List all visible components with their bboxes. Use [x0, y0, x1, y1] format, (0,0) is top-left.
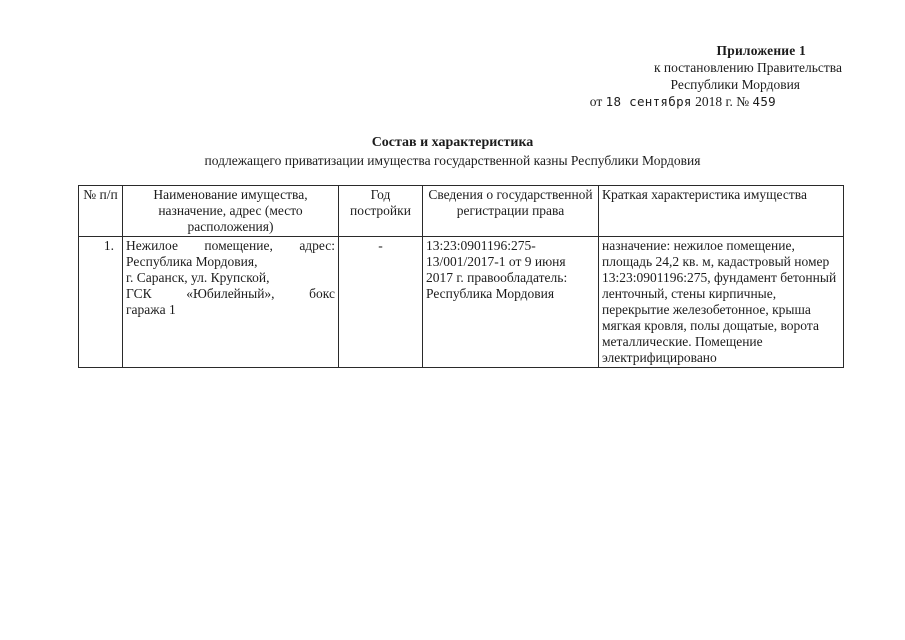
- property-table: [78, 185, 844, 368]
- appendix-resolution-line: к постановлению Правительства: [653, 60, 842, 75]
- table-header-row: [79, 186, 844, 237]
- document-subtitle: подлежащего приватизации имущества государственной казны Республики Мордовия: [204, 153, 701, 168]
- date-suffix: 2018 г. №: [695, 94, 750, 109]
- cell-year: -: [339, 237, 423, 368]
- name-line: г. Саранск, ул. Крупской,: [126, 270, 270, 285]
- resolution-number: 459: [752, 94, 776, 109]
- appendix-title: Приложение 1: [716, 43, 806, 58]
- name-line: ГСК «Юбилейный», бокс: [126, 286, 335, 301]
- date-prefix: от: [589, 94, 603, 109]
- header-year: Год постройки: [339, 186, 423, 237]
- cell-registration: 13:23:0901196:275-13/001/2017-1 от 9 июня 2017 г. правообладатель: Республика Мордовия: [423, 237, 599, 368]
- date-handwritten: 18 сентября: [605, 94, 692, 109]
- cell-name: [123, 237, 339, 368]
- header-name: Наименование имущества, назначение, адрес (место расположения): [123, 186, 339, 237]
- name-line: Нежилое помещение, адрес:: [126, 238, 335, 253]
- appendix-republic-line: Республики Мордовия: [670, 77, 800, 92]
- header-registration: Сведения о государственной регистрации права: [423, 186, 599, 237]
- cell-num: 1.: [79, 237, 123, 368]
- table-row: [79, 237, 844, 368]
- cell-description: назначение: нежилое помещение, площадь 24,2 кв. м, кадастровый номер 13:23:0901196:275, фундамент бетонный ленточный, стены кирпичные, перекрытие железобетонное, крыша мягкая кровля, полы дощатые, ворота металлические. Помещение электрифицировано: [599, 237, 844, 368]
- header-description: Краткая характеристика имущества: [599, 186, 844, 237]
- appendix-block: [522, 42, 842, 110]
- appendix-date-line: [522, 93, 776, 110]
- name-line: Республика Мордовия,: [126, 254, 258, 269]
- header-num: № п/п: [79, 186, 123, 237]
- name-line: гаража 1: [126, 302, 176, 317]
- document-title: Состав и характеристика: [371, 135, 534, 150]
